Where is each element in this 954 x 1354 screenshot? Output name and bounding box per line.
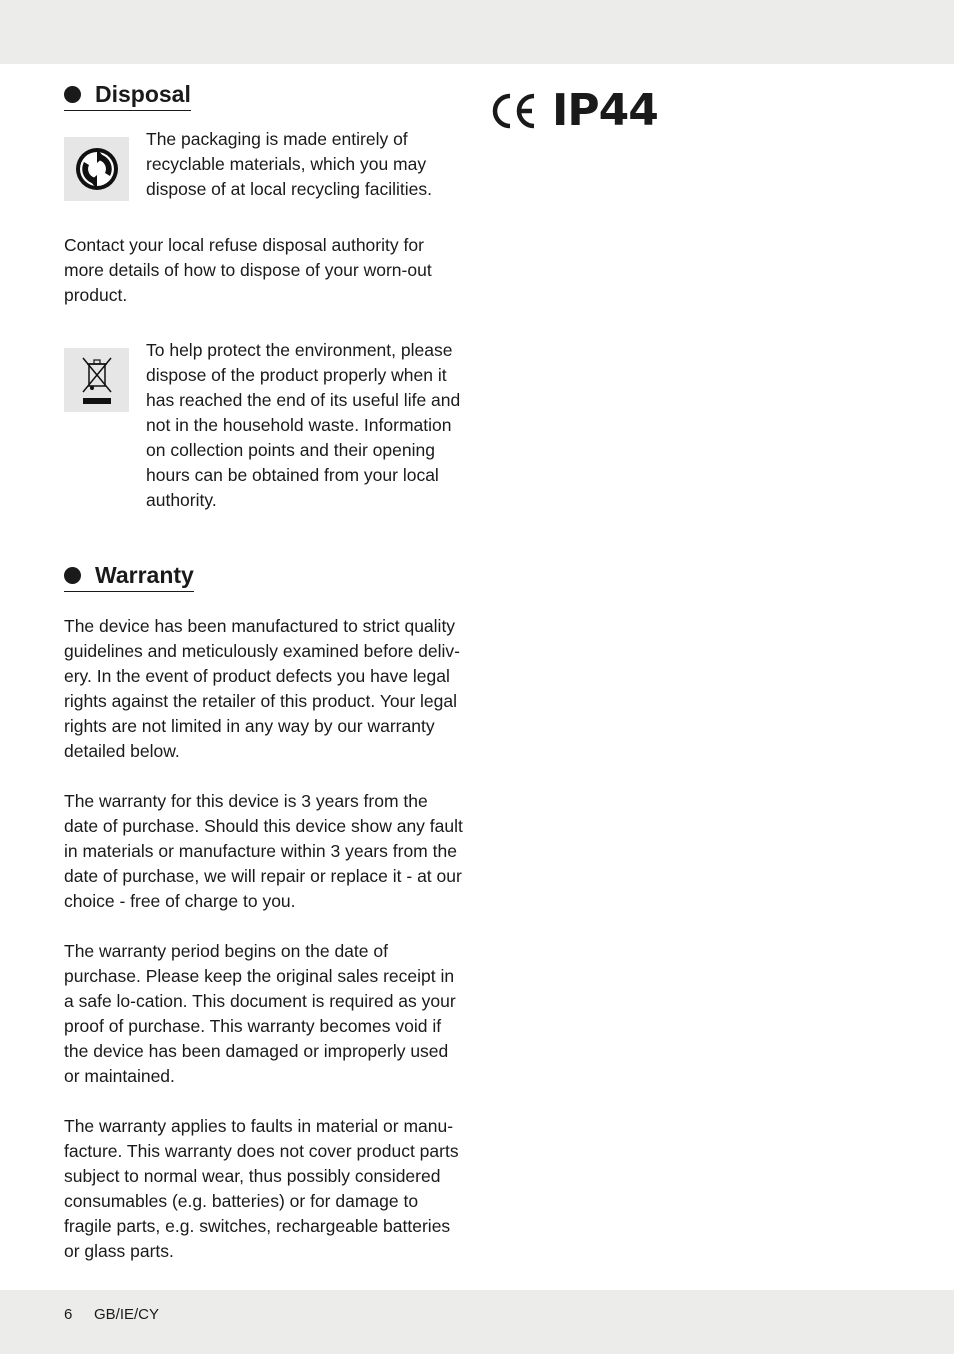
warranty-paragraph: The warranty period begins on the date of purchase. Please keep the original sales receipt in a safe lo-cation. This document is required as your proof of purchase. This warranty becomes void if the device has been damaged or improperly used or maintained.: [64, 941, 456, 1086]
warranty-paragraph: The warranty applies to faults in material or manu-facture. This warranty does not cover product parts subject to normal wear, thus possibly considered consumables (e.g. batteries) or for damage to fragile parts, e.g. switches, rechargeable batteries or glass parts.: [64, 1116, 459, 1261]
header-band: [0, 0, 954, 64]
ce-mark-icon: [490, 92, 538, 130]
left-column: [64, 80, 466, 1264]
environment-text: To help protect the environment, please dispose of the product properly when it has reached the end of its useful life and not in the household waste. Information on collection points and their opening hours can be obtained from your local authority.: [146, 340, 461, 510]
bullet-icon: [64, 86, 81, 103]
packaging-text: The packaging is made entirely of recyclable materials, which you may dispose of at local recycling facilities.: [146, 129, 432, 199]
region-code: GB/IE/CY: [94, 1306, 160, 1323]
conformity-marks: [490, 86, 658, 136]
packaging-block: [64, 129, 466, 202]
ip-rating: IP44: [552, 85, 658, 136]
warranty-paragraph: The warranty for this device is 3 years from the date of purchase. Should this device show any fault in materials or manufacture within 3 years from the date of purchase, we will repair or replace it - at our choice - free of charge to you.: [64, 791, 463, 911]
recycling-symbol-icon: [64, 137, 129, 201]
warranty-title: Warranty: [95, 562, 194, 588]
disposal-heading: [64, 80, 191, 111]
contact-text: Contact your local refuse disposal authority for more details of how to dispose of your worn-out product.: [64, 235, 432, 305]
page-number: 6: [64, 1306, 73, 1323]
environment-block: [64, 340, 466, 513]
warranty-heading: [64, 561, 194, 592]
disposal-title: Disposal: [95, 81, 191, 107]
warranty-paragraph: The device has been manufactured to strict quality guidelines and meticulously examined before deliv-ery. In the event of product defects you have legal rights against the retailer of this product. Your legal rights are not limited in any way by our warranty detailed below.: [64, 616, 460, 761]
bullet-icon: [64, 567, 81, 584]
crossed-out-bin-icon: [64, 348, 129, 412]
